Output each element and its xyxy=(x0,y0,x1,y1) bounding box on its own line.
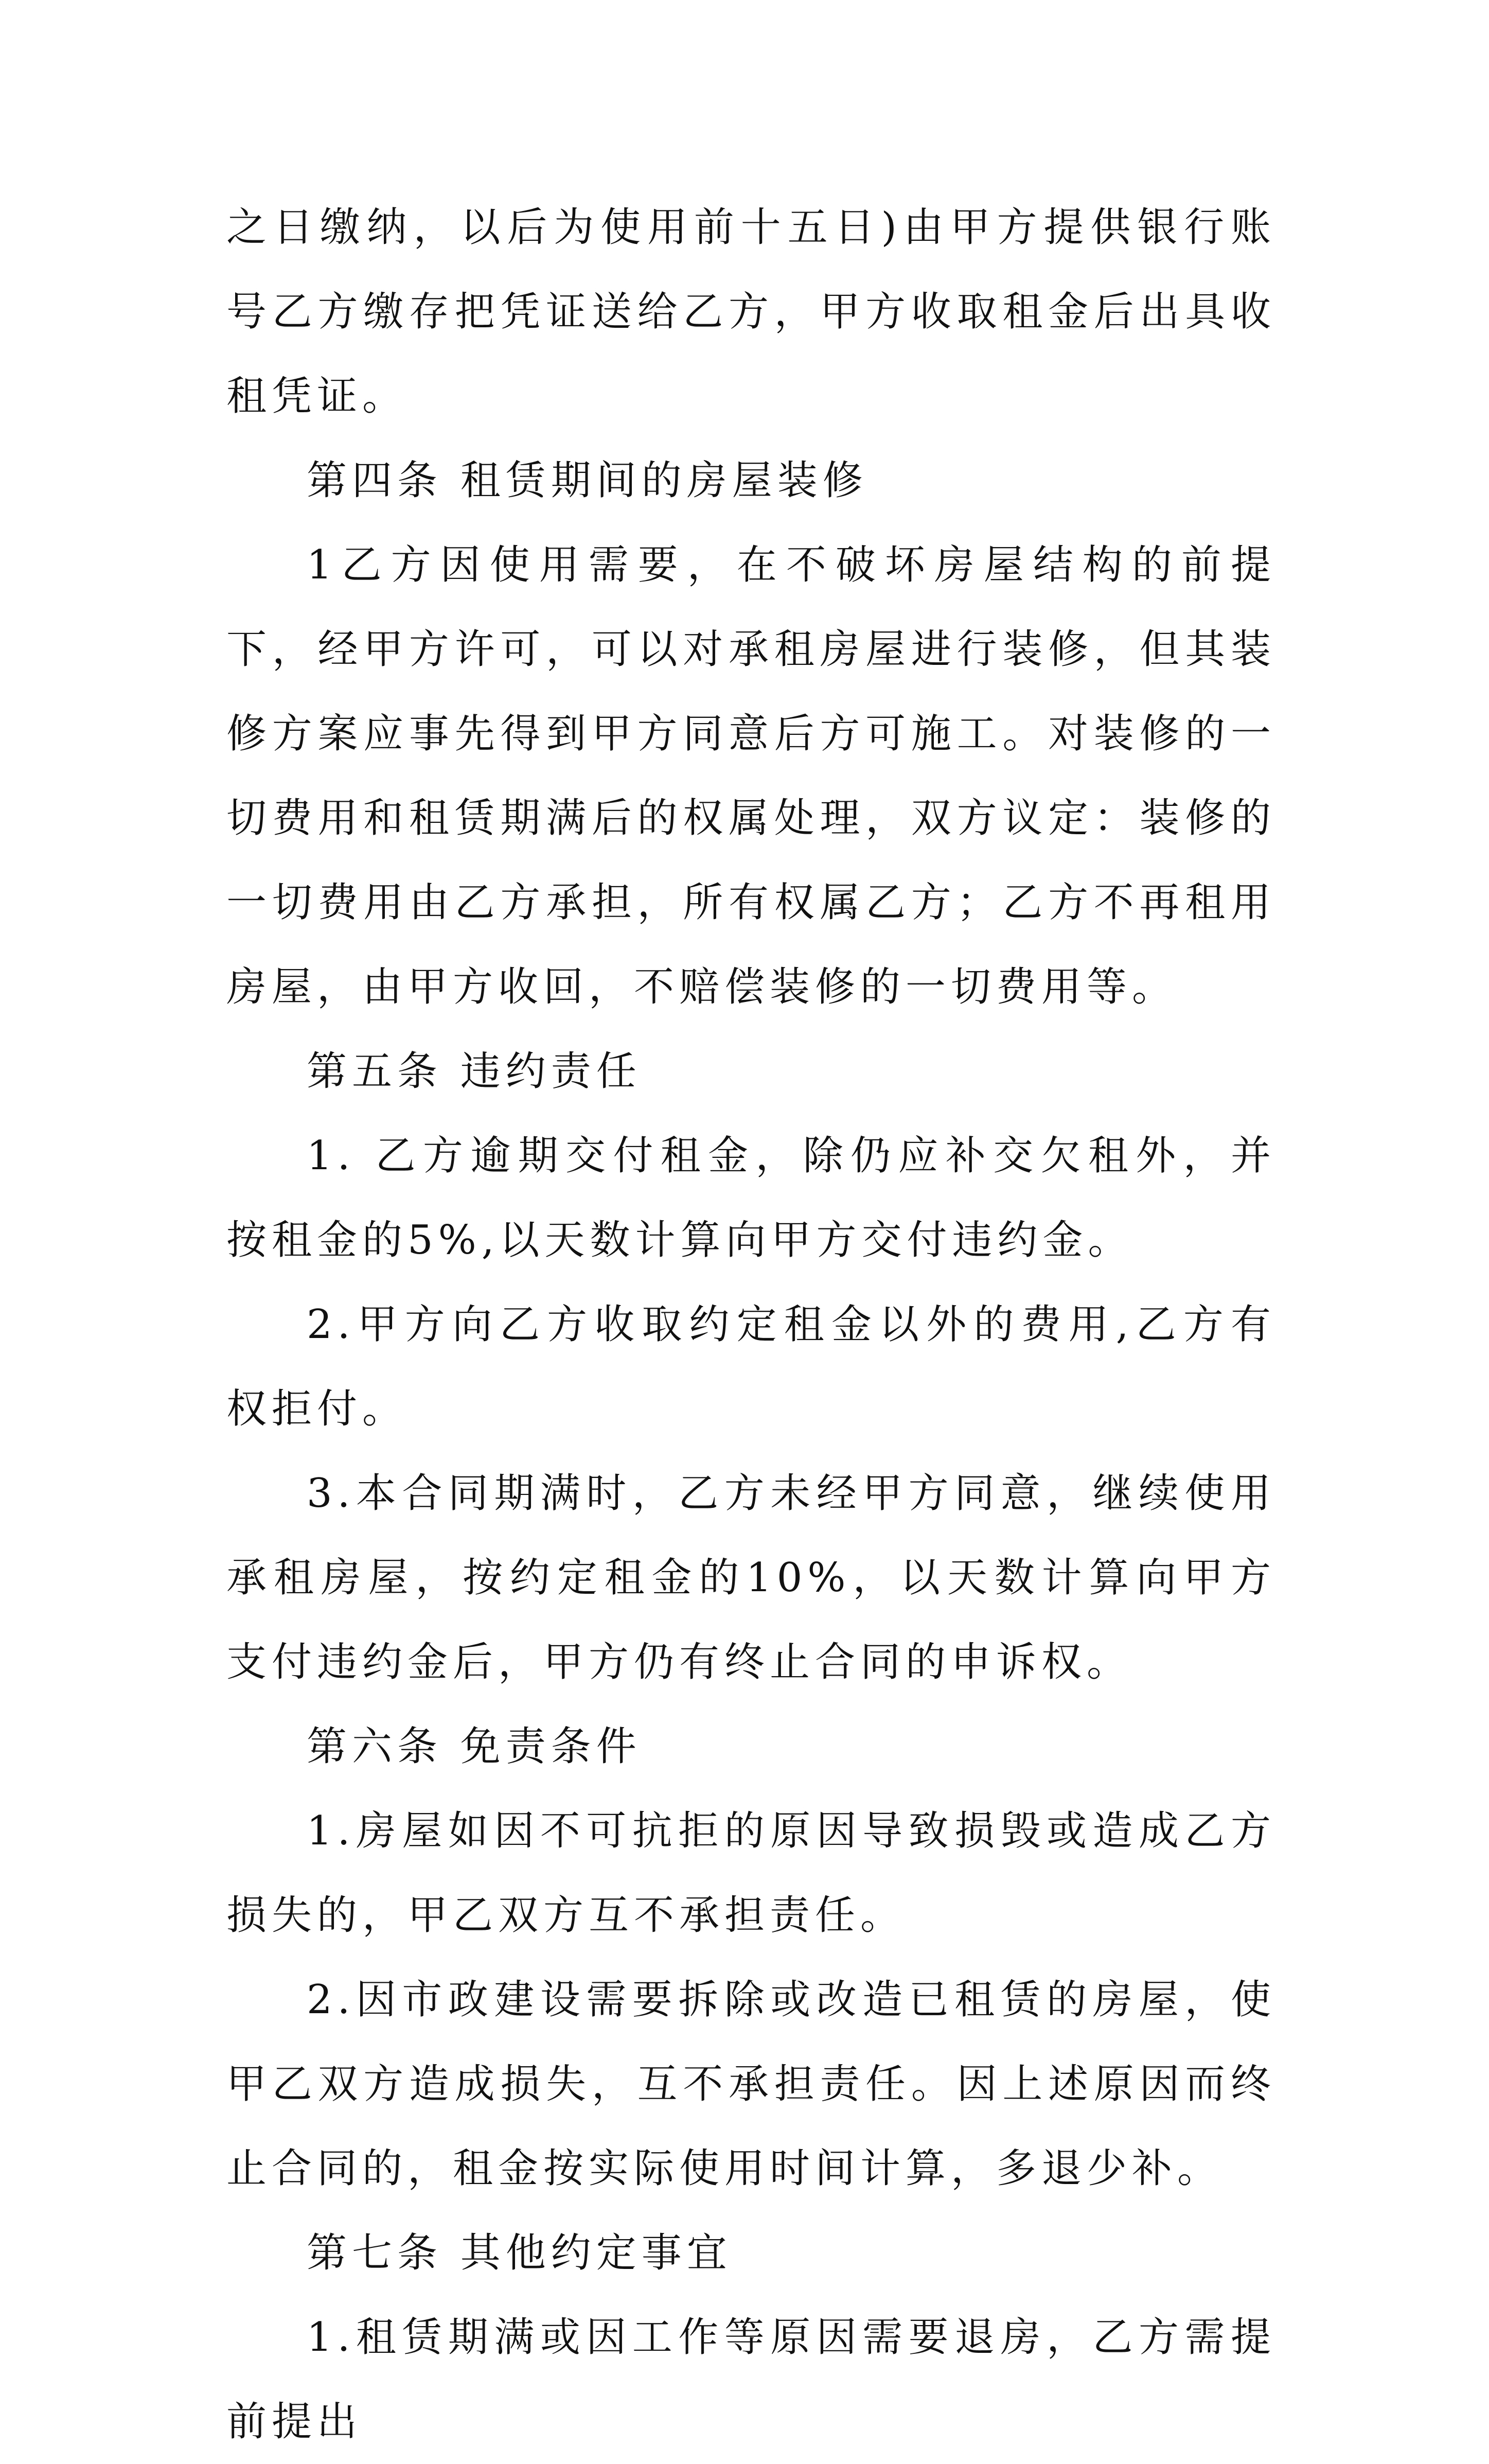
paragraph-move-out: 1.租赁期满或因工作等原因需要退房，乙方需提前提出 xyxy=(226,2314,1276,2445)
paragraph-overstay: 3.本合同期满时，乙方未经甲方同意，继续使用承租房屋，按约定租金的10%，以天数计算向甲方支付违约金后，甲方仍有终止合同的申诉权。 xyxy=(226,1470,1276,1685)
paragraph-late-payment: 1. 乙方逾期交付租金，除仍应补交欠租外，并按租金的5%,以天数计算向甲方交付违约金。 xyxy=(226,1133,1276,1263)
heading-article-6: 第六条 免责条件 xyxy=(307,1723,642,1770)
heading-article-5: 第五条 违约责任 xyxy=(307,1048,642,1095)
heading-article-4: 第四条 租赁期间的房屋装修 xyxy=(307,457,868,504)
paragraph-rent-payment: 之日缴纳，以后为使用前十五日)由甲方提供银行账号乙方缴存把凭证送给乙方，甲方收取租金后出具收租凭证。 xyxy=(226,204,1276,419)
paragraph-force-majeure: 1.房屋如因不可抗拒的原因导致损毁或造成乙方损失的，甲乙双方互不承担责任。 xyxy=(226,1808,1276,1939)
document-page xyxy=(226,185,1276,2464)
paragraph-extra-fees: 2.甲方向乙方收取约定租金以外的费用,乙方有权拒付。 xyxy=(226,1301,1276,1432)
paragraph-renovation: 1乙方因使用需要，在不破坏房屋结构的前提下，经甲方许可，可以对承租房屋进行装修，但其装修方案应事先得到甲方同意后方可施工。对装修的一切费用和租赁期满后的权属处理，双方议定：装修的一切费用由乙方承担，所有权属乙方；乙方不再租用房屋，由甲方收回，不赔偿装修的一切费用等。 xyxy=(226,542,1276,1010)
paragraph-municipal-demolition: 2.因市政建设需要拆除或改造已租赁的房屋，使甲乙双方造成损失，互不承担责任。因上述原因而终止合同的，租金按实际使用时间计算，多退少补。 xyxy=(226,1977,1276,2192)
heading-article-7: 第七条 其他约定事宜 xyxy=(307,2230,732,2276)
